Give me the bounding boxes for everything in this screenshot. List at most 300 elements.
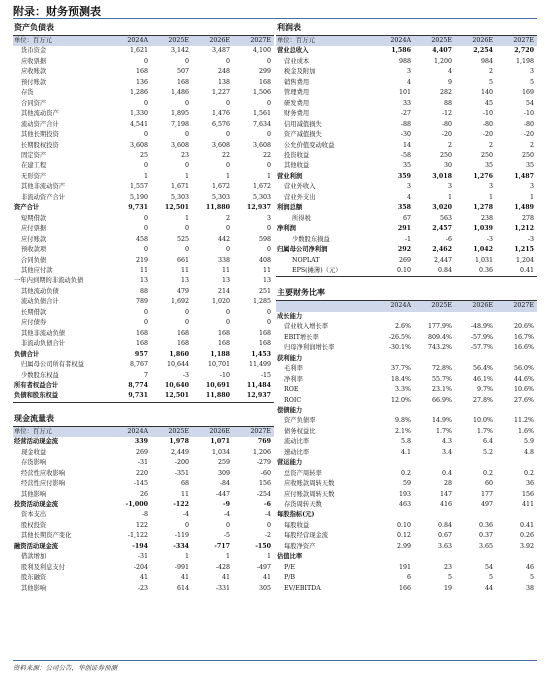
value-cell: 27.8%	[472, 396, 493, 404]
year-header: 2026E	[455, 301, 496, 311]
value-cell: 122	[135, 521, 148, 529]
value-cell: 8,767	[129, 361, 148, 369]
value-cell: 0	[184, 246, 189, 254]
ratios-title: 主要财务比率	[276, 285, 537, 301]
value-cell: 13	[139, 277, 148, 285]
value-cell: 1	[184, 214, 189, 222]
table-row	[276, 141, 537, 151]
value-cell: 0	[266, 162, 271, 170]
value-cell: 1,860	[169, 350, 189, 358]
table-row	[276, 458, 537, 468]
value-cell: 525	[176, 235, 189, 243]
value-cell: 507	[176, 68, 189, 76]
value-cell: 0.84	[437, 521, 452, 529]
value-cell: 238	[480, 214, 493, 222]
value-cell: 35	[525, 162, 534, 170]
value-cell: 0	[225, 225, 230, 233]
table-row	[276, 479, 537, 489]
year-header: 2025E	[414, 301, 455, 311]
value-cell: 358	[397, 204, 411, 212]
value-cell: 458	[135, 235, 148, 243]
value-cell: 11	[180, 266, 189, 274]
value-cell: 0	[266, 99, 271, 107]
row-label: 流动负债合计	[21, 298, 59, 306]
table-row	[13, 57, 274, 67]
value-cell: 0	[225, 57, 230, 65]
value-cell: 463	[398, 501, 411, 509]
table-row	[13, 182, 274, 192]
value-cell: 1,031	[474, 256, 493, 264]
year-header: 2027E	[233, 427, 274, 437]
value-cell: 1,188	[210, 350, 230, 358]
value-cell: 168	[217, 329, 230, 337]
value-cell: 3,608	[252, 141, 271, 149]
value-cell: 0	[225, 308, 230, 316]
value-cell: 7	[143, 371, 148, 379]
row-label: EV/EBITDA	[284, 584, 321, 592]
value-cell: 3,018	[432, 172, 452, 180]
table-row	[276, 151, 537, 161]
value-cell: 4.3	[441, 438, 452, 446]
value-cell: 3.3%	[395, 386, 411, 394]
value-cell: 168	[176, 329, 189, 337]
value-cell: 0	[143, 246, 148, 254]
year-header: 2026E	[455, 36, 496, 46]
value-cell	[455, 458, 496, 468]
value-cell: 22	[221, 151, 230, 159]
table-row	[276, 67, 537, 77]
value-cell: 0	[143, 162, 148, 170]
value-cell: -3	[182, 371, 189, 379]
year-header: 2026E	[192, 36, 233, 46]
value-cell	[496, 406, 537, 416]
table-row	[13, 214, 274, 224]
value-cell: 0.41	[519, 521, 534, 529]
right-column	[276, 20, 537, 594]
row-label: 其他长期投资	[21, 131, 59, 139]
value-cell: 13	[221, 277, 230, 285]
row-label: 无形资产	[21, 172, 47, 180]
table-row	[276, 120, 537, 130]
value-cell: 6	[406, 574, 411, 582]
value-cell: 2	[488, 141, 493, 149]
row-label: 净利率	[284, 375, 303, 383]
value-cell: 291	[397, 225, 411, 233]
value-cell: 0	[225, 99, 230, 107]
value-cell: 41	[139, 574, 148, 582]
table-row	[276, 531, 537, 541]
table-row	[276, 57, 537, 67]
value-cell: 3.4	[441, 448, 452, 456]
table-row	[13, 151, 274, 161]
value-cell: 193	[398, 490, 411, 498]
value-cell: 0	[184, 131, 189, 139]
row-label: 每股指标(元)	[277, 511, 315, 519]
page-title: 附录：财务预测表	[13, 5, 101, 18]
value-cell: -5	[223, 532, 230, 540]
table-row	[276, 322, 537, 332]
value-cell: 12.0%	[390, 396, 411, 404]
value-cell: 1,489	[514, 204, 534, 212]
value-cell: 278	[521, 214, 534, 222]
value-cell: 2,462	[432, 246, 452, 254]
value-cell: 54	[484, 563, 493, 571]
value-cell: 9,731	[128, 204, 148, 212]
value-cell: 338	[217, 256, 230, 264]
value-cell: 1,978	[169, 438, 189, 446]
value-cell: 11,499	[248, 361, 271, 369]
value-cell: 1	[266, 553, 271, 561]
value-cell: 66.9%	[431, 396, 452, 404]
value-cell: 0	[184, 521, 189, 529]
value-cell: 1,330	[129, 110, 148, 118]
table-row	[276, 245, 537, 255]
value-cell: -4	[223, 511, 230, 519]
value-cell	[455, 552, 496, 562]
table-row	[276, 109, 537, 119]
value-cell: 20.6%	[513, 323, 534, 331]
value-cell	[373, 552, 414, 562]
value-cell: 10,701	[207, 361, 230, 369]
table-row	[13, 109, 274, 119]
value-cell: 359	[397, 172, 411, 180]
value-cell: 10.6%	[513, 386, 534, 394]
value-cell: 168	[176, 340, 189, 348]
value-cell: 12,501	[164, 204, 189, 212]
value-cell: 1,286	[129, 89, 148, 97]
value-cell	[414, 312, 455, 322]
value-cell: 1,206	[252, 448, 271, 456]
row-label: 营业成本	[284, 57, 310, 65]
row-label: 其他非流动负债	[21, 329, 66, 337]
value-cell: -145	[133, 480, 148, 488]
value-cell: 0.2	[482, 469, 493, 477]
value-cell: 3.63	[437, 542, 452, 550]
value-cell: 0	[143, 131, 148, 139]
table-row	[276, 256, 537, 266]
value-cell: 0.4	[441, 469, 452, 477]
value-cell: 1,285	[252, 298, 271, 306]
value-cell: 28	[443, 480, 452, 488]
value-cell: 177.9%	[427, 323, 452, 331]
value-cell: 8,774	[128, 381, 148, 389]
value-cell: 0	[184, 225, 189, 233]
value-cell: 88	[443, 99, 452, 107]
row-label: 利润总额	[277, 204, 303, 212]
table-row	[13, 552, 274, 562]
value-cell: 168	[135, 68, 148, 76]
value-cell: -200	[174, 459, 189, 467]
value-cell: 0	[184, 99, 189, 107]
table-row	[13, 161, 274, 171]
value-cell: 22	[262, 151, 271, 159]
value-cell: 3	[488, 183, 493, 191]
value-cell: 0	[266, 521, 271, 529]
table-row	[13, 490, 274, 500]
value-cell: -717	[214, 542, 230, 550]
value-cell: 1	[225, 553, 230, 561]
value-cell	[455, 406, 496, 416]
table-row	[276, 161, 537, 171]
value-cell: 7,198	[170, 120, 189, 128]
row-label: 归属母公司所有者权益	[21, 361, 84, 369]
value-cell: 177	[480, 490, 493, 498]
ratios-table	[276, 301, 537, 594]
value-cell: 957	[134, 350, 148, 358]
value-cell: 4,407	[432, 47, 452, 55]
balance-sheet-table	[13, 36, 274, 402]
value-cell	[496, 312, 537, 322]
value-cell: 5	[529, 78, 534, 86]
value-cell: -204	[133, 563, 148, 571]
value-cell: 60	[484, 480, 493, 488]
table-row	[13, 542, 274, 552]
value-cell: 1,204	[515, 256, 534, 264]
row-label: 公允价值变动收益	[284, 141, 335, 149]
value-cell: 0.10	[396, 521, 411, 529]
value-cell: 1.7%	[436, 427, 452, 435]
table-row	[276, 88, 537, 98]
value-cell: 23.1%	[431, 386, 452, 394]
row-label: 应收账款	[21, 68, 47, 76]
table-row	[13, 531, 274, 541]
value-cell: 9	[447, 78, 452, 86]
value-cell: -4	[182, 511, 189, 519]
value-cell: 2.1%	[395, 427, 411, 435]
year-header: 2027E	[496, 301, 537, 311]
value-cell: 1	[184, 553, 189, 561]
value-cell: -331	[215, 584, 230, 592]
value-cell: 309	[217, 469, 230, 477]
value-cell: 166	[398, 584, 411, 592]
value-cell: -10	[523, 110, 534, 118]
table-row	[13, 266, 274, 276]
value-cell: -119	[174, 532, 189, 540]
value-cell	[496, 458, 537, 468]
value-cell: 67	[402, 214, 411, 222]
value-cell: 19	[443, 584, 452, 592]
row-label: 货币资金	[21, 47, 47, 55]
row-label: 其他影响	[21, 584, 47, 592]
row-label: 负债合计	[14, 350, 40, 358]
value-cell: 0.36	[478, 266, 493, 274]
value-cell: -23	[137, 584, 148, 592]
value-cell: 44	[484, 584, 493, 592]
table-row	[13, 469, 274, 479]
value-cell: 5,303	[252, 193, 271, 201]
row-label: 负债和股东权益	[14, 392, 59, 400]
table-row	[13, 510, 274, 520]
cash-flow-title: 现金流量表	[13, 411, 274, 427]
row-label: 长期股权投资	[21, 141, 59, 149]
row-label: P/E	[284, 563, 295, 571]
value-cell	[455, 312, 496, 322]
value-cell: 11	[262, 266, 271, 274]
value-cell: 3,020	[432, 204, 452, 212]
value-cell: 809.4%	[427, 333, 452, 341]
value-cell: 479	[176, 287, 189, 295]
value-cell: 72.8%	[431, 365, 452, 373]
row-label: 非流动资产合计	[21, 193, 66, 201]
value-cell: 56.4%	[472, 365, 493, 373]
row-label: 资产负债率	[284, 417, 316, 425]
row-label: 投资活动现金流	[14, 501, 59, 509]
row-label: 每股经营现金流	[284, 532, 329, 540]
year-header: 2025E	[151, 36, 192, 46]
table-row	[276, 130, 537, 140]
table-row	[13, 371, 274, 381]
value-cell: 1	[266, 172, 271, 180]
value-cell: -122	[173, 501, 189, 509]
value-cell: 1,227	[211, 89, 230, 97]
footer-rule	[13, 660, 537, 661]
value-cell: 0	[143, 225, 148, 233]
row-label: 借款增加	[21, 553, 47, 561]
value-cell: -1,122	[127, 532, 148, 540]
value-cell: 411	[521, 501, 534, 509]
value-cell: 0	[266, 246, 271, 254]
value-cell: 9,731	[128, 392, 148, 400]
value-cell: 1	[447, 193, 452, 201]
year-header: 2026E	[192, 427, 233, 437]
table-row	[276, 584, 537, 594]
row-label: 研发费用	[284, 99, 310, 107]
value-cell: 1,672	[211, 183, 230, 191]
table-row	[13, 360, 274, 370]
value-cell	[373, 406, 414, 416]
value-cell: 4	[447, 68, 452, 76]
row-label: 经营性应付影响	[21, 480, 66, 488]
value-cell: 3,487	[211, 47, 230, 55]
value-cell	[373, 312, 414, 322]
value-cell	[414, 354, 455, 364]
value-cell: 1	[143, 172, 148, 180]
value-cell: -26.5%	[388, 333, 411, 341]
value-cell: 0	[143, 99, 148, 107]
value-cell: -48.9%	[470, 323, 493, 331]
value-cell: 1,487	[514, 172, 534, 180]
row-label: 合同资产	[21, 99, 47, 107]
value-cell: -20	[441, 131, 452, 139]
value-cell: 1.7%	[477, 427, 493, 435]
value-cell: 214	[217, 287, 230, 295]
source-note: 资料来源：公司公告，华创证券预测	[13, 664, 117, 672]
value-cell: 1	[184, 172, 189, 180]
value-cell: 156	[521, 490, 534, 498]
table-header-row	[13, 427, 274, 437]
value-cell	[496, 354, 537, 364]
table-row	[13, 130, 274, 140]
row-label: 应付账款	[21, 235, 47, 243]
value-cell: -428	[215, 563, 230, 571]
value-cell: 305	[258, 584, 271, 592]
row-label: 归母净利润增长率	[284, 344, 335, 352]
row-label: 其他流动负债	[21, 287, 59, 295]
value-cell: 269	[398, 256, 411, 264]
value-cell: 1	[225, 172, 230, 180]
value-cell: 789	[135, 298, 148, 306]
table-header-row	[13, 36, 274, 46]
value-cell	[455, 354, 496, 364]
value-cell: 168	[258, 329, 271, 337]
value-cell	[414, 510, 455, 520]
table-row	[276, 182, 537, 192]
unit-label	[276, 301, 373, 311]
value-cell: 12,501	[164, 392, 189, 400]
value-cell: 3	[406, 68, 411, 76]
income-statement-table	[276, 36, 537, 276]
table-row	[276, 214, 537, 224]
table-row	[13, 203, 274, 213]
value-cell: -8	[141, 511, 148, 519]
value-cell: 2,457	[432, 225, 452, 233]
table-row	[276, 500, 537, 510]
value-cell: 497	[480, 501, 493, 509]
value-cell: -30	[400, 131, 411, 139]
row-label: 偿债能力	[277, 406, 303, 414]
table-row	[276, 46, 537, 56]
value-cell: -497	[256, 563, 271, 571]
value-cell: 1,042	[473, 246, 493, 254]
year-header: 2024A	[373, 36, 414, 46]
table-header-row	[276, 301, 537, 311]
value-cell: 2	[225, 214, 230, 222]
value-cell: 169	[521, 89, 534, 97]
row-label: 存货周转天数	[284, 501, 322, 509]
row-label: 每股净资产	[284, 542, 316, 550]
value-cell: -10	[219, 371, 230, 379]
table-row	[13, 245, 274, 255]
value-cell: 11.2%	[513, 417, 534, 425]
value-cell: 0.41	[519, 266, 534, 274]
value-cell: 11,880	[205, 204, 230, 212]
balance-sheet-bottom-rule	[13, 402, 274, 403]
row-label: 其他长期资产变化	[21, 532, 72, 540]
value-cell: 3,608	[211, 141, 230, 149]
value-cell: 0	[143, 308, 148, 316]
year-header: 2024A	[110, 36, 151, 46]
value-cell: 191	[398, 563, 411, 571]
value-cell: 0.2	[523, 469, 534, 477]
table-row	[276, 573, 537, 583]
income-statement-bottom-rule	[276, 276, 537, 277]
value-cell: -6	[264, 501, 271, 509]
value-cell: 25	[139, 151, 148, 159]
row-label: 资产减值损失	[284, 131, 322, 139]
table-row	[276, 364, 537, 374]
value-cell: 2,254	[473, 47, 493, 55]
value-cell: 984	[480, 57, 493, 65]
row-label: 获利能力	[277, 354, 303, 362]
table-row	[276, 224, 537, 234]
value-cell: 0	[184, 162, 189, 170]
table-row	[276, 354, 537, 364]
value-cell: -57.9%	[470, 333, 493, 341]
table-row	[13, 584, 274, 594]
row-label: 税金及附加	[284, 68, 316, 76]
row-label: 流动比率	[284, 438, 310, 446]
table-row	[276, 563, 537, 573]
value-cell: 3	[529, 68, 534, 76]
row-label: 应付票据	[21, 225, 47, 233]
value-cell: 339	[134, 438, 148, 446]
value-cell: 2,449	[170, 448, 189, 456]
value-cell: 0.26	[519, 532, 534, 540]
table-row	[276, 266, 537, 276]
row-label: 成长能力	[277, 312, 303, 320]
row-label: 其他影响	[21, 490, 47, 498]
row-label: 股权投资	[21, 521, 47, 529]
